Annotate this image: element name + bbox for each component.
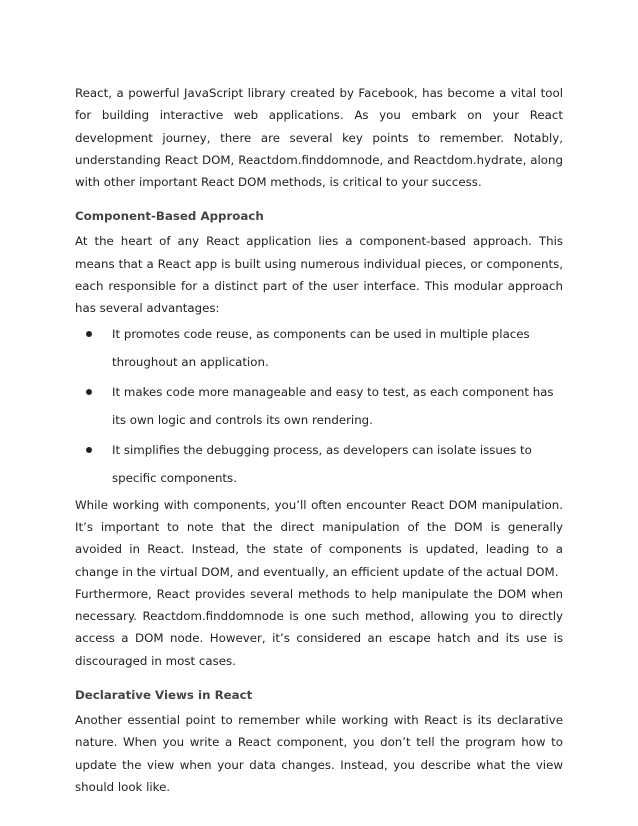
section1-paragraph-3: Furthermore, React provides several methods to help manipulate the DOM when necessary. Reactdom.finddomnode is one such method, allowing you to directly access a DOM node. However, it’s considered an escape hatch and its use is discouraged in most cases. — [75, 586, 563, 668]
list-item-text: It makes code more manageable and easy to test, as each component has its own logic and controls its own rendering. — [112, 384, 554, 428]
section1-paragraph-2: While working with components, you’ll often encounter React DOM manipulation. It’s important to note that the direct manipulation of the DOM is generally avoided in React. Instead, the state of components is updated, leading to a change in the virtual DOM, and eventually, an efficient update of the actual DOM. — [75, 497, 563, 579]
spacer — [75, 193, 563, 205]
list-item — [75, 436, 563, 493]
list-item-text: It simplifies the debugging process, as developers can isolate issues to specific components. — [112, 442, 532, 486]
advantages-list — [75, 320, 563, 493]
list-item-text: It promotes code reuse, as components can be used in multiple places throughout an application. — [112, 326, 530, 370]
section-heading-component-based: Component-Based Approach — [75, 209, 264, 224]
list-item — [75, 378, 563, 435]
section2-paragraph: Another essential point to remember while working with React is its declarative nature. When you write a React component, you don’t tell the program how to update the view when your data changes. Instead, you describe what the view should look like. — [75, 713, 563, 794]
bullet-icon — [86, 389, 92, 395]
list-item — [75, 320, 563, 377]
section-heading-declarative-views: Declarative Views in React — [75, 688, 253, 703]
document-page — [75, 82, 563, 798]
bullet-icon — [86, 331, 92, 337]
section1-paragraph: At the heart of any React application lies a component-based approach. This means that a React app is built using numerous individual pieces, or components, each responsible for a distinct part of the user interface. This modular approach has several advantages: — [75, 234, 563, 316]
intro-paragraph: React, a powerful JavaScript library created by Facebook, has become a vital tool for building interactive web applications. As you embark on your React development journey, there are several key points to remember. Notably, understanding React DOM, Reactdom.finddomnode, and Reactdom.hydrate, along with other important React DOM methods, is critical to your success. — [75, 86, 563, 190]
bullet-icon — [86, 447, 92, 453]
spacer — [75, 672, 563, 684]
